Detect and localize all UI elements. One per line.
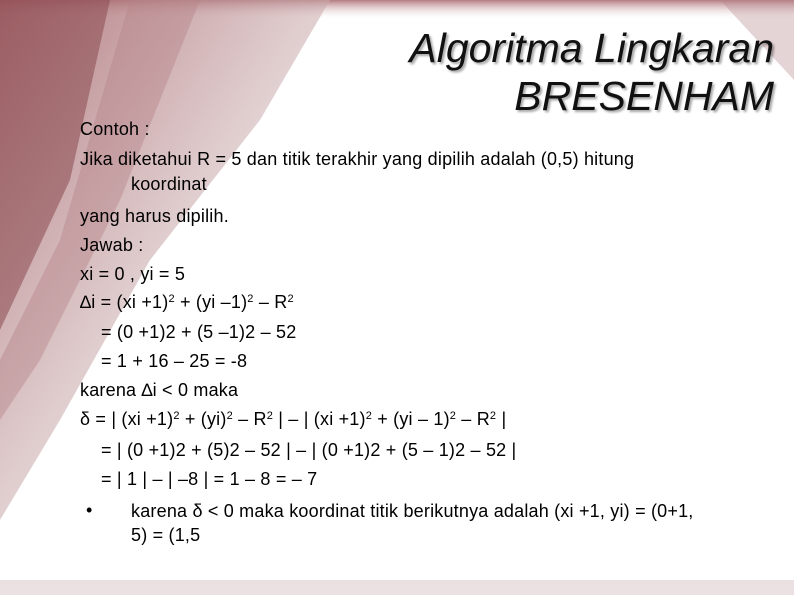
delta2-part: δ = | (xi +1)	[80, 409, 174, 429]
title-line-1: Algoritma Lingkaran	[409, 25, 774, 71]
delta-formula-part: + (yi –1)	[174, 292, 248, 312]
problem-line-3: yang harus dipilih.	[80, 206, 229, 226]
delta-formula-exp: 2	[168, 293, 175, 305]
conclusion-line-2: 5) = (1,5	[131, 525, 201, 545]
title-line-2: BRESENHAM	[514, 73, 774, 119]
jawab-label: Jawab :	[80, 235, 144, 255]
delta-formula-exp: 2	[287, 293, 294, 305]
problem-line-2: koordinat	[131, 174, 207, 194]
delta2-exp: 2	[489, 410, 497, 422]
delta2-part: – R	[456, 409, 490, 429]
delta2-part: |	[496, 409, 507, 429]
delta2-substitution: = | (0 +1)2 + (5)2 – 52 | – | (0 +1)2 + (5 – 1)2 – 52 |	[101, 440, 517, 460]
delta2-part: – R	[232, 409, 267, 429]
delta2-result: = | 1 | – | –8 | = 1 – 8 = – 7	[101, 469, 318, 489]
bullet-point: •	[86, 500, 93, 520]
delta2-exp: 2	[449, 410, 457, 422]
delta2-formula	[80, 408, 506, 430]
delta2-exp: 2	[365, 410, 373, 422]
delta2-part: + (yi – 1)	[372, 409, 450, 429]
delta2-exp: 2	[266, 410, 274, 422]
delta-formula-part: – R	[253, 292, 288, 312]
delta2-exp: 2	[173, 410, 180, 422]
problem-line-1: Jika diketahui R = 5 dan titik terakhir yang dipilih adalah (0,5) hitung	[80, 149, 635, 169]
delta-result: = 1 + 16 – 25 = -8	[101, 351, 248, 371]
delta-substitution: = (0 +1)2 + (5 –1)2 – 52	[101, 322, 297, 342]
delta2-exp: 2	[226, 410, 233, 422]
karena-line: karena ∆i < 0 maka	[80, 380, 239, 400]
delta2-part: + (yi)	[179, 409, 227, 429]
initial-values: xi = 0 , yi = 5	[80, 264, 186, 284]
deco-bottom-band	[0, 580, 794, 595]
contoh-label: Contoh :	[80, 119, 150, 139]
delta-formula	[80, 291, 294, 313]
slide-title	[314, 24, 774, 120]
conclusion-line-1: karena δ < 0 maka koordinat titik berikutnya adalah (xi +1, yi) = (0+1,	[131, 501, 694, 521]
delta-formula-exp: 2	[247, 293, 254, 305]
delta-formula-part: ∆i = (xi +1)	[80, 292, 169, 312]
delta2-part: | – | (xi +1)	[273, 409, 366, 429]
